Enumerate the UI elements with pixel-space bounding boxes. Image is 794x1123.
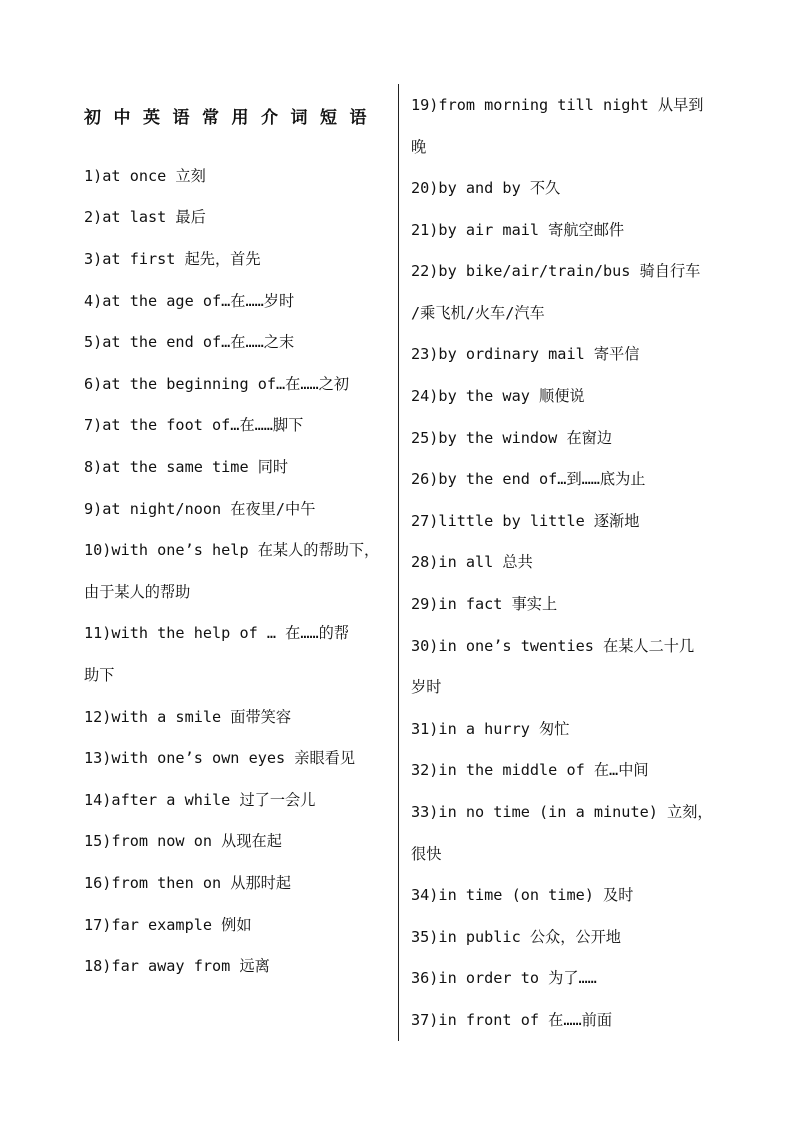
phrase-line: 31)in a hurry 匆忙 <box>411 720 570 738</box>
phrase-line: 16)from then on 从那时起 <box>84 874 292 892</box>
phrase-line: 岁时 <box>411 678 442 696</box>
phrase-line: 2)at last 最后 <box>84 208 206 226</box>
phrase-line: 助下 <box>84 666 115 684</box>
phrase-line: 5)at the end of…在……之末 <box>84 333 295 351</box>
phrase-line: 37)in front of 在……前面 <box>411 1011 613 1029</box>
phrase-line: 12)with a smile 面带笑容 <box>84 708 292 726</box>
phrase-line: 10)with one’s help 在某人的帮助下， <box>84 541 380 559</box>
column-divider <box>398 84 399 1041</box>
phrase-line: 由于某人的帮助 <box>84 583 191 601</box>
phrase-line: 晚 <box>411 138 427 156</box>
phrase-line: 25)by the window 在窗边 <box>411 429 613 447</box>
phrase-line: 14)after a while 过了一会儿 <box>84 791 316 809</box>
phrase-line: 11)with the help of … 在……的帮 <box>84 624 350 642</box>
phrase-line: 28)in all 总共 <box>411 553 533 571</box>
phrase-line: /乘飞机/火车/汽车 <box>411 304 545 322</box>
phrase-line: 3)at first 起先，首先 <box>84 250 261 268</box>
phrase-line: 很快 <box>411 845 442 863</box>
phrase-line: 20)by and by 不久 <box>411 179 561 197</box>
phrase-line: 32)in the middle of 在…中间 <box>411 761 649 779</box>
phrase-line: 7)at the foot of…在……脚下 <box>84 416 304 434</box>
phrase-line: 18)far away from 远离 <box>84 957 270 975</box>
phrase-line: 19)from morning till night 从早到 <box>411 96 704 114</box>
phrase-line: 13)with one’s own eyes 亲眼看见 <box>84 749 356 767</box>
phrase-line: 35)in public 公众，公开地 <box>411 928 621 946</box>
phrase-line: 15)from now on 从现在起 <box>84 832 282 850</box>
document-title: 初中英语常用介词短语 <box>84 108 379 128</box>
phrase-line: 29)in fact 事实上 <box>411 595 558 613</box>
phrase-line: 24)by the way 顺便说 <box>411 387 585 405</box>
phrase-line: 27)little by little 逐渐地 <box>411 512 640 530</box>
phrase-line: 36)in order to 为了…… <box>411 969 597 987</box>
phrase-line: 21)by air mail 寄航空邮件 <box>411 221 625 239</box>
phrase-line: 23)by ordinary mail 寄平信 <box>411 345 640 363</box>
phrase-line: 17)far example 例如 <box>84 916 252 934</box>
phrase-line: 26)by the end of…到……底为止 <box>411 470 646 488</box>
phrase-line: 30)in one’s twenties 在某人二十几 <box>411 637 695 655</box>
phrase-line: 4)at the age of…在……岁时 <box>84 292 295 310</box>
phrase-line: 34)in time (on time) 及时 <box>411 886 634 904</box>
phrase-line: 22)by bike/air/train/bus 骑自行车 <box>411 262 701 280</box>
phrase-line: 1)at once 立刻 <box>84 167 206 185</box>
phrase-line: 6)at the beginning of…在……之初 <box>84 375 350 393</box>
phrase-line: 33)in no time (in a minute) 立刻， <box>411 803 713 821</box>
phrase-line: 8)at the same time 同时 <box>84 458 289 476</box>
phrase-line: 9)at night/noon 在夜里/中午 <box>84 500 316 518</box>
